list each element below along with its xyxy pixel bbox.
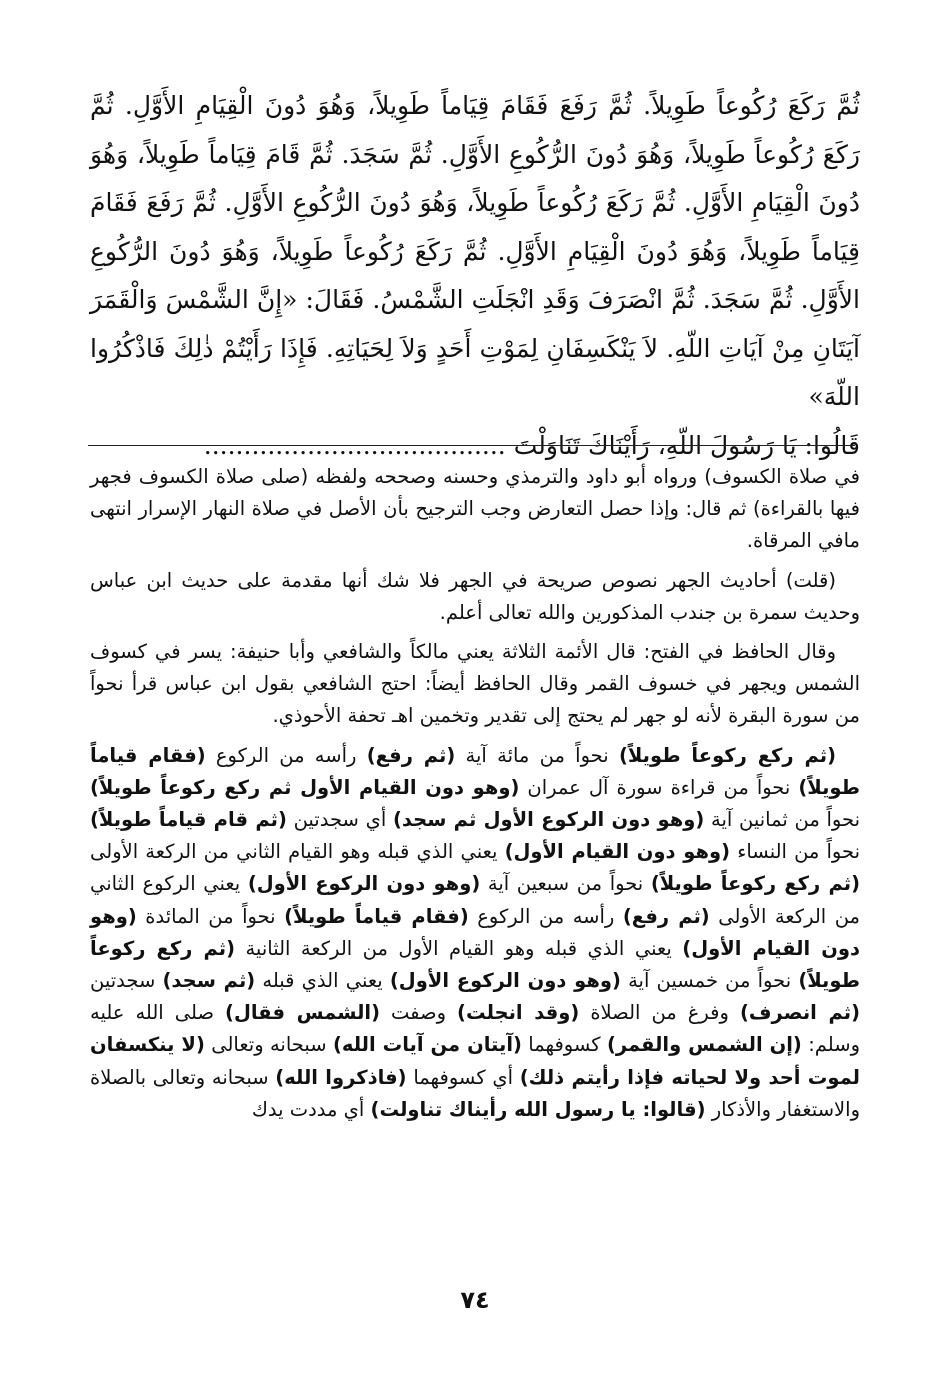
quoted-hadith-phrase: (ثم انصرف) (739, 1001, 860, 1025)
commentary-text: صلى الله عليه وسلم: (90, 1001, 860, 1057)
hadith-text-block (90, 82, 860, 470)
commentary-text: كسوفهما (521, 1033, 607, 1057)
commentary-paragraph-4 (90, 740, 860, 1126)
commentary-text: سجدتين (90, 969, 163, 993)
hadith-continuation-dots: ...................................... (203, 430, 506, 460)
commentary-block (90, 461, 860, 1126)
commentary-paragraph-2: (قلت) أحاديث الجهر نصوص صريحة في الجهر فلا شك أنها مقدمة على حديث ابن عباس وحديث سمرة بن جندب المذكورين والله تعالى أعلم. (90, 568, 860, 624)
commentary-text: يعني الذي قبله وهو القيام الأول من الركعة الثانية (235, 936, 683, 960)
quoted-hadith-phrase: (فقام قياماً طويلاً) (90, 743, 860, 799)
commentary-text: نحواً من ثمانين آية (704, 808, 860, 832)
commentary-text: نحواً من النساء (730, 840, 860, 864)
commentary-text: وفرغ من الصلاة (579, 1001, 740, 1025)
quoted-hadith-phrase: (وهو دون الركوع الأول) (247, 872, 481, 896)
quoted-hadith-phrase: (ثم ركع ركوعاً طويلاً) (650, 872, 860, 896)
commentary-text: يعني الذي قبله وهو القيام الثاني من الركعة الأولى (90, 840, 505, 864)
commentary-text: رأسه من الركوع (205, 743, 367, 767)
commentary-text: أي مددت يدك (251, 1097, 371, 1121)
quoted-hadith-phrase: (ثم رفع) (622, 904, 710, 928)
hadith-last-line-text: قَالُوا: يَا رَسُولَ اللّهِ، رَأَيْنَاكَ تَنَاوَلْتَ (513, 430, 860, 460)
commentary-text: أي كسوفهما (406, 1065, 520, 1089)
quoted-hadith-phrase: (الشمس فقال) (225, 1001, 380, 1025)
quoted-hadith-phrase: (وهو دون الركوع الأول ثم سجد) (392, 808, 705, 832)
commentary-text: سبحانه وتعالى (204, 1033, 333, 1057)
commentary-paragraph-3: وقال الحافظ في الفتح: قال الأئمة الثلاثة يعني مالكاً والشافعي وأبا حنيفة: يسر في كسوف الشمس ويجهر في خسوف القمر وقال الحافظ أيضاً: احتج الشافعي بقول ابن عباس قرأ نحواً من سورة البقرة لأنه لو جهر لم يحتج إلى تقدير وتخمين اهـ تحفة الأحوذي. (90, 640, 860, 728)
quoted-hadith-phrase: (ثم رفع) (366, 743, 456, 767)
quoted-hadith-phrase: (وهو دون القيام الأول ثم ركع ركوعاً طويلاً) (90, 775, 520, 799)
quoted-hadith-phrase: (وهو دون الركوع الأول) (389, 969, 621, 993)
quoted-hadith-phrase: (فقام قياماً طويلاً) (284, 904, 469, 928)
footnote-divider (88, 445, 855, 446)
quoted-hadith-phrase: (فاذكروا الله) (275, 1065, 407, 1089)
commentary-text: سبحانه وتعالى بالصلاة والاستغفار والأذكار (90, 1065, 860, 1121)
commentary-text: يعني الذي قبله (255, 969, 390, 993)
quoted-hadith-phrase: (ثم سجد) (162, 969, 256, 993)
commentary-text: نحواً من قراءة سورة آل عمران (519, 775, 799, 799)
quoted-hadith-phrase: (ثم قام قياماً طويلاً) (90, 808, 287, 832)
quoted-hadith-phrase: (قالوا: يا رسول الله رأيناك تناولت) (370, 1097, 706, 1121)
commentary-text: نحواً من سبعين آية (480, 872, 651, 896)
quoted-hadith-phrase: (آيتان من آيات الله) (332, 1033, 522, 1057)
quoted-hadith-phrase: (ثم ركع ركوعاً طويلاً) (618, 743, 836, 767)
commentary-text: نحواً من خمسين آية (620, 969, 799, 993)
commentary-text: أي سجدتين (286, 808, 393, 832)
commentary-text: رأسه من الركوع (468, 904, 623, 928)
commentary-text: وصفت (380, 1001, 458, 1025)
quoted-hadith-phrase: (إن الشمس والقمر) (606, 1033, 802, 1057)
quoted-hadith-phrase: (لا ينكسفان لموت أحد ولا لحياته فإذا رأيتم ذلك) (90, 1033, 860, 1089)
quoted-hadith-phrase: (وهو دون القيام الأول) (90, 904, 860, 960)
page-number: ٧٤ (460, 1286, 490, 1314)
quoted-hadith-phrase: (ثم ركع ركوعاً طويلاً) (90, 936, 860, 993)
commentary-text: يعني الركوع الثاني من الركعة الأولى (90, 872, 860, 928)
commentary-paragraph-1: في صلاة الكسوف) ورواه أبو داود والترمذي وحسنه وصححه ولفظه (صلى صلاة الكسوف فجهر فيها بالقراءة) ثم قال: وإذا حصل التعارض وجب الترجيح بأن الأصل في صلاة النهار الإسرار انتهى مافي المرقاة. (90, 465, 860, 553)
hadith-body: ثُمَّ رَكَعَ رُكُوعاً طَوِيلاً. ثُمَّ رَفَعَ فَقَامَ قِيَاماً طَوِيلاً، وَهُوَ دُونَ الْقِيَامِ الأَوَّلِ. ثُمَّ رَكَعَ رُكُوعاً طَوِيلاً، وَهُوَ دُونَ الرُّكُوعِ الأَوَّلِ. ثُمَّ سَجَدَ. ثُمَّ قَامَ قِيَاماً طَوِيلاً، وَهُوَ دُونَ الْقِيَامِ الأَوَّلِ. ثُمَّ رَكَعَ رُكُوعاً طَوِيلاً، وَهُوَ دُونَ الرُّكُوعِ الأَوَّلِ. ثُمَّ رَفَعَ فَقَامَ قِيَاماً طَوِيلاً، وَهُوَ دُونَ الْقِيَامِ الأَوَّلِ. ثُمَّ رَكَعَ رُكُوعاً طَوِيلاً، وَهُوَ دُونَ الرُّكُوعِ الأَوَّلِ. ثُمَّ سَجَدَ. ثُمَّ انْصَرَفَ وَقَدِ انْجَلَتِ الشَّمْسُ. فَقَالَ: «إِنَّ الشَّمْسَ وَالْقَمَرَ آيَتَانِ مِنْ آيَاتِ اللّهِ. لاَ يَنْكَسِفَانِ لِمَوْتِ أَحَدٍ وَلاَ لِحَيَاتِهِ. فَإِذَا رَأَيْتُمْ ذٰلِكَ فَاذْكُرُوا اللّهَ» (90, 91, 860, 411)
quoted-hadith-phrase: (وهو دون القيام الأول) (504, 840, 731, 864)
quoted-hadith-phrase: (وقد انجلت) (457, 1001, 580, 1025)
commentary-text: نحواً من مائة آية (455, 743, 619, 767)
commentary-text: نحواً من المائدة (136, 904, 285, 928)
